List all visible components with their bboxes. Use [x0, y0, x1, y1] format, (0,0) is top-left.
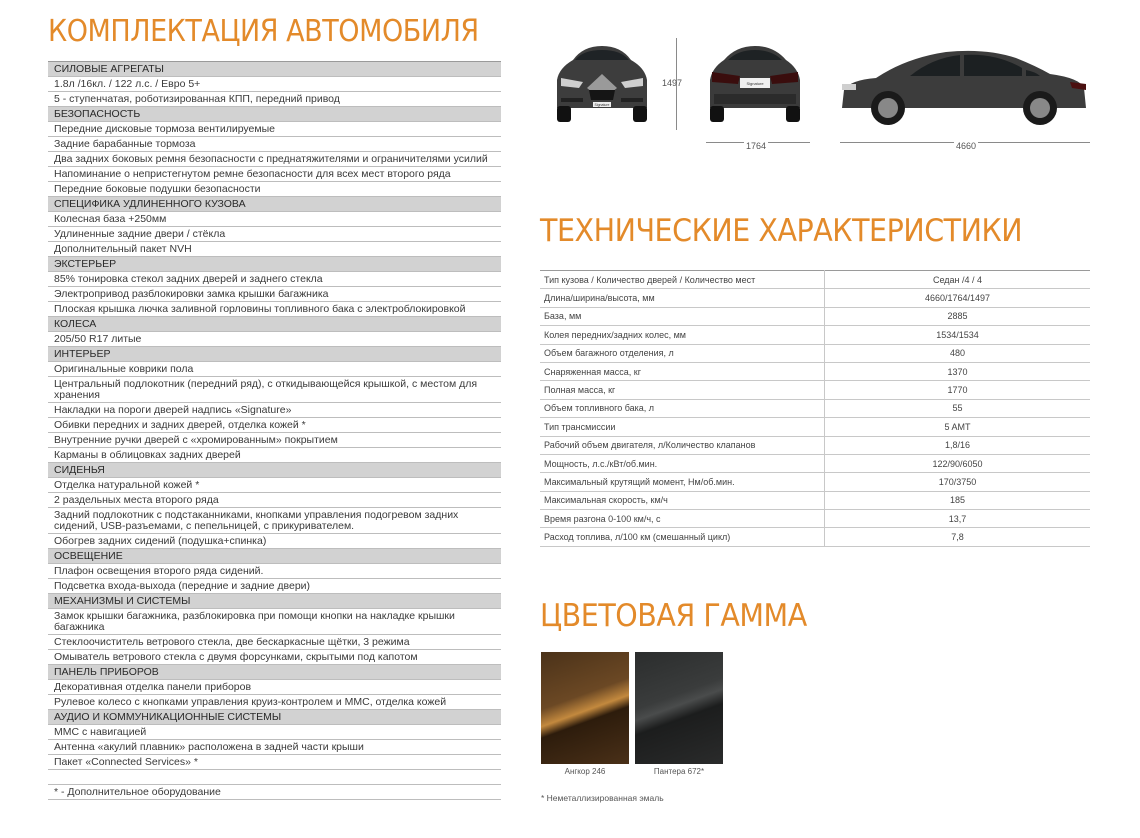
front-badge: Signature [594, 103, 610, 107]
colors-footnote: * Неметаллизированная эмаль [541, 793, 664, 803]
color-swatch-pantera[interactable] [635, 652, 723, 764]
equipment-item: Накладки на пороги дверей надпись «Signature» [48, 403, 501, 418]
spec-label: Максимальная скорость, км/ч [540, 491, 825, 509]
color-swatch-label: Пантера 672* [653, 767, 705, 776]
spec-row [540, 436, 1090, 454]
car-rear-view [700, 38, 810, 130]
specs-table [540, 270, 1090, 547]
equipment-item: Антенна «акулий плавник» расположена в задней части крыши [48, 740, 501, 755]
spec-row [540, 418, 1090, 436]
equipment-item: Пакет «Connected Services» * [48, 755, 501, 770]
spec-label: Колея передних/задних колес, мм [540, 326, 825, 344]
equipment-list [48, 61, 501, 800]
spec-row [540, 510, 1090, 528]
spec-label: Объем топливного бака, л [540, 399, 825, 417]
equipment-section-header: БЕЗОПАСНОСТЬ [48, 107, 501, 122]
spec-value: 1370 [825, 362, 1091, 380]
spec-value: 7,8 [825, 528, 1091, 546]
spec-label: Тип кузова / Количество дверей / Количество мест [540, 271, 825, 289]
equipment-item: Передние боковые подушки безопасности [48, 182, 501, 197]
spec-value: Седан /4 / 4 [825, 271, 1091, 289]
equipment-item: Замок крышки багажника, разблокировка при помощи кнопки на накладке крышки багажника [48, 609, 501, 635]
specs-title: ТЕХНИЧЕСКИЕ ХАРАКТЕРИСТИКИ [540, 213, 1023, 249]
equipment-section-header: ИНТЕРЬЕР [48, 347, 501, 362]
equipment-item: Передние дисковые тормоза вентилируемые [48, 122, 501, 137]
spec-value: 5 AMT [825, 418, 1091, 436]
equipment-item: Внутренние ручки дверей с «хромированным» покрытием [48, 433, 501, 448]
equipment-item: Стеклоочиститель ветрового стекла, две бескаркасные щётки, 3 режима [48, 635, 501, 650]
length-dimension: 4660 [956, 141, 977, 151]
spec-row [540, 491, 1090, 509]
spec-label: Снаряженная масса, кг [540, 362, 825, 380]
equipment-section-header: ПАНЕЛЬ ПРИБОРОВ [48, 665, 501, 680]
spec-row [540, 454, 1090, 472]
spec-label: Рабочий объем двигателя, л/Количество клапанов [540, 436, 825, 454]
equipment-item: Плафон освещения второго ряда сидений. [48, 564, 501, 579]
spec-value: 170/3750 [825, 473, 1091, 491]
spec-label: Объем багажного отделения, л [540, 344, 825, 362]
spec-row [540, 362, 1090, 380]
spec-label: Тип трансмиссии [540, 418, 825, 436]
equipment-item: 205/50 R17 литые [48, 332, 501, 347]
equipment-item: Оригинальные коврики пола [48, 362, 501, 377]
equipment-item: 2 раздельных места второго ряда [48, 493, 501, 508]
equipment-item: Задний подлокотник с подстаканниками, кнопками управления подогревом задних сидений, USB-разъемами, с пепельницей, с прикуривателем. [48, 508, 501, 534]
equipment-item: Центральный подлокотник (передний ряд), с откидывающейся крышкой, с местом для хранения [48, 377, 501, 403]
equipment-title: КОМПЛЕКТАЦИЯ АВТОМОБИЛЯ [48, 14, 479, 49]
spec-row [540, 399, 1090, 417]
spec-value: 1,8/16 [825, 436, 1091, 454]
equipment-item: Рулевое колесо с кнопками управления круиз-контролем и ММС, отделка кожей [48, 695, 501, 710]
spec-value: 122/90/6050 [825, 454, 1091, 472]
spec-value: 13,7 [825, 510, 1091, 528]
colors-title: ЦВЕТОВАЯ ГАММА [540, 598, 807, 634]
equipment-section-header: ОСВЕЩЕНИЕ [48, 549, 501, 564]
equipment-item: Электропривод разблокировки замка крышки багажника [48, 287, 501, 302]
equipment-item: Обивки передних и задних дверей, отделка кожей * [48, 418, 501, 433]
spec-value: 1770 [825, 381, 1091, 399]
spec-row [540, 326, 1090, 344]
spec-row [540, 344, 1090, 362]
equipment-section-header: АУДИО И КОММУНИКАЦИОННЫЕ СИСТЕМЫ [48, 710, 501, 725]
spec-value: 185 [825, 491, 1091, 509]
spec-value: 55 [825, 399, 1091, 417]
equipment-item: Обогрев задних сидений (подушка+спинка) [48, 534, 501, 549]
spec-label: Максимальный крутящий момент, Нм/об.мин. [540, 473, 825, 491]
spec-row [540, 289, 1090, 307]
equipment-section-header: ЭКСТЕРЬЕР [48, 257, 501, 272]
equipment-item: 85% тонировка стекол задних дверей и заднего стекла [48, 272, 501, 287]
color-swatch-label: Ангкор 246 [564, 767, 606, 776]
rear-badge: Signature [746, 81, 764, 86]
equipment-item: Напоминание о непристегнутом ремне безопасности для всех мест второго ряда [48, 167, 501, 182]
equipment-item: Задние барабанные тормоза [48, 137, 501, 152]
equipment-item: Омыватель ветрового стекла с двумя форсунками, скрытыми под капотом [48, 650, 501, 665]
height-dimension: 1497 [662, 78, 683, 88]
equipment-item: ММС с навигацией [48, 725, 501, 740]
equipment-section-header: КОЛЕСА [48, 317, 501, 332]
color-swatch-angkor[interactable] [541, 652, 629, 764]
equipment-item: 1.8л /16кл. / 122 л.с. / Евро 5+ [48, 77, 501, 92]
spec-value: 1534/1534 [825, 326, 1091, 344]
equipment-section-header: СИДЕНЬЯ [48, 463, 501, 478]
spec-value: 480 [825, 344, 1091, 362]
spec-row [540, 473, 1090, 491]
equipment-item: Колесная база +250мм [48, 212, 501, 227]
spec-label: Время разгона 0-100 км/ч, с [540, 510, 825, 528]
spec-label: Длина/ширина/высота, мм [540, 289, 825, 307]
equipment-section-header: МЕХАНИЗМЫ И СИСТЕМЫ [48, 594, 501, 609]
width-dimension: 1764 [746, 141, 767, 151]
spec-label: Полная масса, кг [540, 381, 825, 399]
equipment-section-header: СИЛОВЫЕ АГРЕГАТЫ [48, 62, 501, 77]
equipment-section-header: СПЕЦИФИКА УДЛИНЕННОГО КУЗОВА [48, 197, 501, 212]
spec-label: База, мм [540, 307, 825, 325]
spec-row [540, 271, 1090, 289]
equipment-item: Подсветка входа-выхода (передние и задние двери) [48, 579, 501, 594]
spec-label: Расход топлива, л/100 км (смешанный цикл) [540, 528, 825, 546]
equipment-item: Два задних боковых ремня безопасности с преднатяжителями и ограничителями усилий [48, 152, 501, 167]
equipment-item: Дополнительный пакет NVH [48, 242, 501, 257]
car-side-view [836, 38, 1090, 130]
spec-row [540, 528, 1090, 546]
spec-label: Мощность, л.с./кВт/об.мин. [540, 454, 825, 472]
equipment-item: Декоративная отделка панели приборов [48, 680, 501, 695]
equipment-item: Карманы в облицовках задних дверей [48, 448, 501, 463]
equipment-item: Плоская крышка лючка заливной горловины топливного бака с электроблокировкой [48, 302, 501, 317]
equipment-item: Отделка натуральной кожей * [48, 478, 501, 493]
spec-value: 2885 [825, 307, 1091, 325]
spec-row [540, 381, 1090, 399]
equipment-item: Удлиненные задние двери / стёкла [48, 227, 501, 242]
equipment-footnote: * - Дополнительное оборудование [48, 784, 501, 800]
spec-value: 4660/1764/1497 [825, 289, 1091, 307]
spec-row [540, 307, 1090, 325]
car-front-view [543, 38, 661, 130]
equipment-item: 5 - ступенчатая, роботизированная КПП, передний привод [48, 92, 501, 107]
